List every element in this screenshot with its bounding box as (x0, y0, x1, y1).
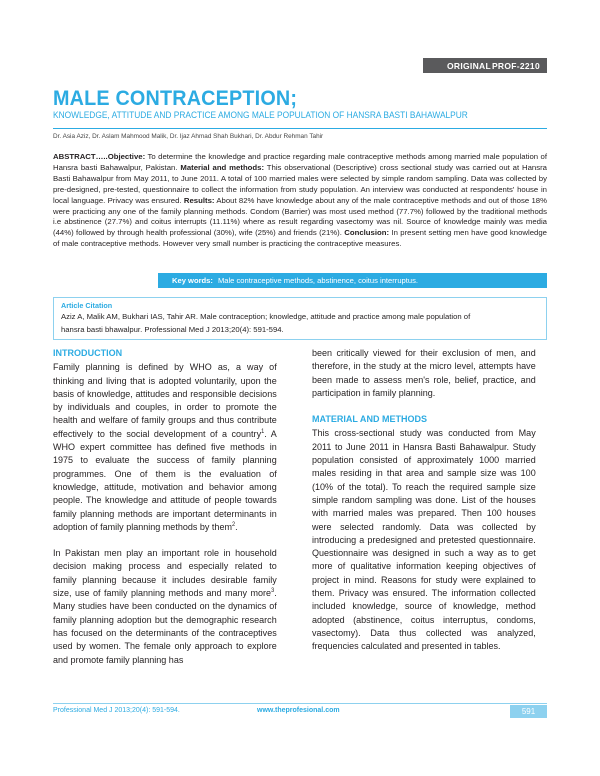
abstract-block (53, 152, 547, 250)
article-code: PROF-2210 (491, 60, 540, 71)
title-divider (53, 128, 547, 129)
intro-p2-text-a: In Pakistan men play an important role in household decision making process and especially related to family planning because it includes desirable family size, use of family planning methods and many more (53, 548, 277, 600)
intro-paragraph-2 (53, 547, 277, 667)
intro-p2-text-b: . Many studies have been conducted on the dynamics of family planning adoption but the demographic research has focused on the determinants of the contraceptives used by women. The female only approach to explore and promote family planning has (53, 588, 277, 666)
abstract-label: ABSTRACT….. (53, 152, 108, 161)
intro-p1-end: . (235, 521, 238, 533)
reference-1: 1 (261, 428, 265, 435)
article-title: MALE CONTRACEPTION; (53, 86, 298, 110)
footer-url[interactable]: www.theprofesional.com (257, 707, 340, 714)
methods-label: Material and methods: (180, 162, 265, 172)
citation-box (53, 297, 547, 340)
citation-line-2: hansra basti bhawalpur. Professional Med J 2013;20(4): 591-594. (61, 325, 284, 334)
citation-label: Article Citation (61, 301, 113, 310)
author-list: Dr. Asia Aziz, Dr. Aslam Mahmood Malik, Dr. Ijaz Ahmad Shah Bukhari, Dr. Abdur Rehman Tahir (53, 133, 324, 140)
keywords-label: Key words: (172, 276, 213, 285)
left-column (53, 347, 277, 680)
page-number: 591 (510, 705, 547, 718)
intro-paragraph-2-continued: been critically viewed for their exclusion of men, and therefore, in the study at the micro level, attempts have been made to assess men's role, belief, practice, and participation in family planning. (312, 348, 536, 399)
reference-3: 3 (271, 587, 275, 594)
article-type-bar (423, 58, 547, 73)
intro-p1-text-a: Family planning is defined by WHO as, a way of thinking and living that is adopted voluntarily, upon the basis of knowledge, attitudes and responsible decisions by individuals and couples, in order to promote the health and welfare of family groups and thus contribute effectively to the social development of a country (53, 362, 277, 440)
conclusion-label: Conclusion: (344, 228, 390, 238)
objective-text: To determine the knowledge and practice regarding male contraceptive methods among married male population of Hansra basti Bahawalpur, Pakistan. (53, 152, 547, 172)
intro-paragraph-1 (53, 361, 277, 534)
article-subtitle: KNOWLEDGE, ATTITUDE AND PRACTICE AMONG MALE POPULATION OF HANSRA BASTI BAHAWALPUR (53, 110, 468, 120)
results-text: About 82% have knowledge about any of the male contraceptive methods and out of those 18% were practicing any one of the family planning methods. Condom (Barrier) was most used method (77.7%) followed by the traditional methods i.e abstinence (27.7%) and coitus interrupts (11.11%) where as result regarding vasectomy was nil. Source of knowledge mainly was media (44%) followed by through health professional (30%), wife (25%) and friends (21%). (53, 195, 547, 238)
introduction-heading: INTRODUCTION (53, 348, 123, 359)
methods-paragraph: This cross-sectional study was conducted from May 2011 to June 2011 in Hansra Basti Bahawalpur. Study population consisted of approximately 1000 married males residing in that area and sample size was 100 (10% of the total). To reach the required sample size simple random sampling was done. List of the houses with married males was prepared. Then 100 houses were selected randomly. Data was collected by introducing a predesigned and pretested questionnaire. Questionnaire was designed in such a way as to get more of qualitative information keeping objectives of project in mind. Reasons for study were explained to them. Privacy was ensured. The information collected included knowledge, source of knowledge, method adopted (abstinence, coitus interruptus, condoms, vasectomy). Data thus collected was analyzed, frequencies calculated and presented in tables. (312, 428, 536, 653)
objective-label: Objective: (107, 152, 146, 161)
conclusion-text: In present setting men have good knowledge of male contraceptive methods. However very small number is practicing the contraceptive measures. (53, 228, 547, 249)
citation-line-1: Aziz A, Malik AM, Bukhari IAS, Tahir AR. Male contraception; knowledge, attitude and practice among male population of (61, 312, 471, 321)
results-label: Results: (183, 195, 215, 205)
intro-p1-text-b: . A WHO expert committee has defined five methods in 1975 to evaluate the success of family planning programmes. One of them is the evaluation of knowledge, attitude, motivation and behavior among people. The knowledge and attitude of people towards family planning methods are important determinants in adoption of family planning methods by them (53, 428, 277, 533)
footer-journal: Professional Med J 2013;20(4): 591-594. (53, 707, 180, 714)
keywords-text: Male contraceptive methods, abstinence, coitus interruptus. (217, 276, 419, 285)
methods-text: This observational (Descriptive) cross sectional study was carried out at Hansra Basti Bahawalpur from May 2011, to June 2011. A total of 100 married males were selected by simple random sampling. Data was collected by pre-designed, pre-tested, questionnaire to collect the information from study population. An interview was conducted at respondents' house in local language. Privacy was ensured. (53, 162, 547, 205)
article-type-label: ORIGINAL (447, 60, 491, 71)
right-column (312, 347, 536, 667)
reference-2: 2 (231, 521, 236, 528)
methods-heading: MATERIAL AND METHODS (312, 414, 428, 426)
footer-divider (53, 703, 547, 704)
keywords-bar (158, 273, 547, 288)
